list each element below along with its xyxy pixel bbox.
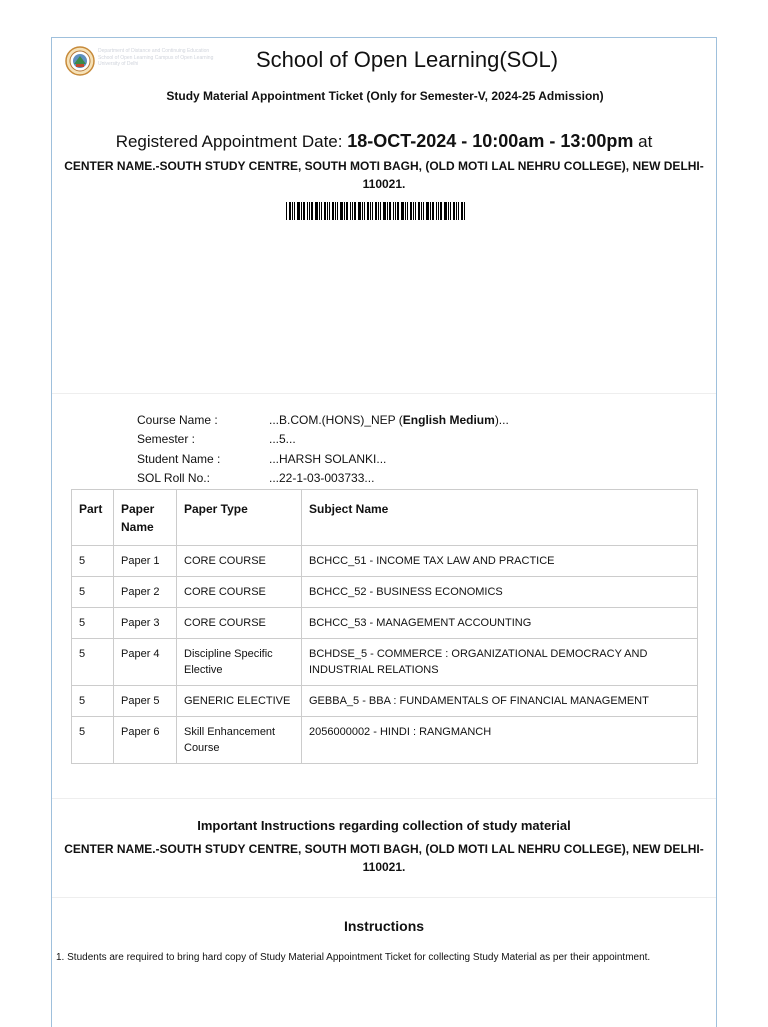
- course-label: Course Name :: [137, 413, 218, 427]
- cell-subject-name: GEBBA_5 - BBA : FUNDAMENTALS OF FINANCIAL MANAGEMENT: [302, 686, 698, 717]
- barcode-bar: [364, 202, 365, 220]
- header-paper-name: Paper Name: [114, 490, 177, 546]
- papers-table: [71, 489, 698, 764]
- barcode-bar: [311, 202, 313, 220]
- course-medium: English Medium: [402, 413, 495, 427]
- divider: [52, 798, 716, 799]
- barcode-bar: [415, 202, 416, 220]
- barcode-bar: [324, 202, 326, 220]
- barcode-bar: [387, 202, 388, 220]
- barcode-bar: [358, 202, 361, 220]
- barcode-bar: [436, 202, 437, 220]
- cell-paper-type: CORE COURSE: [177, 577, 302, 608]
- barcode-bar: [397, 202, 399, 220]
- instruction-item: 1. Students are required to bring hard copy of Study Material Appointment Ticket for collecting Study Material as per their appointment.: [56, 952, 651, 963]
- barcode-bar: [337, 202, 338, 220]
- barcode-bar: [340, 202, 343, 220]
- cell-paper-name: Paper 3: [114, 608, 177, 639]
- barcode: [286, 202, 467, 220]
- roll-label: SOL Roll No.:: [137, 470, 210, 485]
- barcode-bar: [375, 202, 377, 220]
- cell-paper-name: Paper 5: [114, 686, 177, 717]
- student-name-value: ...HARSH SOLANKI...: [269, 451, 387, 466]
- cell-subject-name: BCHCC_51 - INCOME TAX LAW AND PRACTICE: [302, 546, 698, 577]
- cell-part: 5: [72, 639, 114, 686]
- barcode-bar: [458, 202, 459, 220]
- barcode-bar: [286, 202, 287, 220]
- barcode-bar: [440, 202, 442, 220]
- barcode-bar: [309, 202, 310, 220]
- barcode-bar: [410, 202, 412, 220]
- barcode-bar: [303, 202, 305, 220]
- barcode-bar: [307, 202, 308, 220]
- header-part: Part: [72, 490, 114, 546]
- barcode-bar: [432, 202, 434, 220]
- barcode-bar: [423, 202, 424, 220]
- faint-line: School of Open Learning Campus of Open Learning: [98, 54, 214, 61]
- header-paper-type: Paper Type: [177, 490, 302, 546]
- ticket-subtitle: Study Material Appointment Ticket (Only for Semester-V, 2024-25 Admission): [166, 89, 604, 103]
- center-name: CENTER NAME.-SOUTH STUDY CENTRE, SOUTH MOTI BAGH, (OLD MOTI LAL NEHRU COLLEGE), NEW DELHI-110021.: [64, 159, 704, 191]
- divider: [52, 393, 716, 394]
- important-instructions-title: Important Instructions regarding collection of study material: [197, 818, 571, 833]
- barcode-bar: [370, 202, 371, 220]
- barcode-bar: [367, 202, 369, 220]
- cell-paper-type: Discipline Specific Elective: [177, 639, 302, 686]
- faint-line: Department of Distance and Continuing Education: [98, 48, 210, 54]
- semester-value: ...5...: [269, 432, 296, 447]
- barcode-bar: [294, 202, 295, 220]
- cell-paper-type: GENERIC ELECTIVE: [177, 686, 302, 717]
- faint-line: University of Delhi: [98, 61, 139, 67]
- barcode-bar: [362, 202, 363, 220]
- barcode-bar: [426, 202, 429, 220]
- barcode-bar: [395, 202, 396, 220]
- barcode-bar: [401, 202, 404, 220]
- cell-paper-type: CORE COURSE: [177, 546, 302, 577]
- barcode-bar: [319, 202, 320, 220]
- barcode-bar: [438, 202, 439, 220]
- appointment-suffix: at: [638, 132, 653, 151]
- semester-row: [137, 430, 509, 449]
- course-row: [137, 411, 509, 430]
- table-row: [72, 577, 698, 608]
- important-center-name: CENTER NAME.-SOUTH STUDY CENTRE, SOUTH MOTI BAGH, (OLD MOTI LAL NEHRU COLLEGE), NEW DELHI-110021.: [64, 842, 704, 874]
- barcode-bar: [315, 202, 318, 220]
- barcode-bar: [393, 202, 394, 220]
- barcode-bar: [352, 202, 353, 220]
- table-row: [72, 546, 698, 577]
- student-name-row: [137, 450, 509, 469]
- course-name: ...B.COM.(HONS)_NEP (: [269, 413, 403, 427]
- barcode-bar: [430, 202, 431, 220]
- appointment-line: [0, 131, 768, 152]
- barcode-bar: [344, 202, 345, 220]
- cell-subject-name: 2056000002 - HINDI : RANGMANCH: [302, 717, 698, 764]
- cell-part: 5: [72, 686, 114, 717]
- course-suffix: )...: [494, 413, 509, 427]
- table-header-row: [72, 490, 698, 546]
- barcode-bar: [418, 202, 420, 220]
- barcode-bar: [327, 202, 328, 220]
- barcode-bar: [297, 202, 300, 220]
- table-row: [72, 639, 698, 686]
- semester-label: Semester :: [137, 432, 196, 447]
- barcode-bar: [350, 202, 351, 220]
- cell-subject-name: BCHDSE_5 - COMMERCE : ORGANIZATIONAL DEMOCRACY AND INDUSTRIAL RELATIONS: [302, 639, 698, 686]
- cell-subject-name: BCHCC_53 - MANAGEMENT ACCOUNTING: [302, 608, 698, 639]
- barcode-bar: [346, 202, 348, 220]
- roll-value: ...22-1-03-003733...: [269, 470, 375, 485]
- barcode-bar: [421, 202, 422, 220]
- divider: [52, 897, 716, 898]
- barcode-bar: [380, 202, 381, 220]
- header-subject-name: Subject Name: [302, 490, 698, 546]
- roll-row: [137, 469, 509, 488]
- barcode-bar: [407, 202, 408, 220]
- barcode-bar: [329, 202, 330, 220]
- cell-paper-type: CORE COURSE: [177, 608, 302, 639]
- appointment-date: 18-OCT-2024 - 10:00am - 13:00pm: [347, 131, 634, 151]
- cell-subject-name: BCHCC_52 - BUSINESS ECONOMICS: [302, 577, 698, 608]
- barcode-bar: [444, 202, 447, 220]
- student-info: [137, 411, 509, 488]
- barcode-bar: [464, 202, 465, 220]
- cell-paper-name: Paper 4: [114, 639, 177, 686]
- instructions-title: Instructions: [343, 918, 425, 934]
- barcode-bar: [289, 202, 291, 220]
- cell-paper-name: Paper 1: [114, 546, 177, 577]
- barcode-bar: [389, 202, 391, 220]
- cell-paper-name: Paper 6: [114, 717, 177, 764]
- barcode-bar: [405, 202, 406, 220]
- table-row: [72, 608, 698, 639]
- barcode-bar: [332, 202, 334, 220]
- page-title: School of Open Learning(SOL): [255, 47, 559, 72]
- cell-paper-type: Skill Enhancement Course: [177, 717, 302, 764]
- cell-paper-name: Paper 2: [114, 577, 177, 608]
- cell-part: 5: [72, 608, 114, 639]
- barcode-bar: [383, 202, 386, 220]
- course-value: [269, 411, 509, 430]
- barcode-bar: [378, 202, 379, 220]
- barcode-bar: [461, 202, 463, 220]
- barcode-bar: [413, 202, 414, 220]
- table-row: [72, 686, 698, 717]
- barcode-bar: [292, 202, 293, 220]
- barcode-bar: [450, 202, 451, 220]
- table-row: [72, 717, 698, 764]
- barcode-bar: [448, 202, 449, 220]
- cell-part: 5: [72, 577, 114, 608]
- cell-part: 5: [72, 546, 114, 577]
- barcode-bar: [335, 202, 336, 220]
- barcode-bar: [456, 202, 457, 220]
- barcode-bar: [321, 202, 322, 220]
- barcode-bar: [453, 202, 455, 220]
- student-name-label: Student Name :: [137, 451, 221, 466]
- barcode-bar: [354, 202, 356, 220]
- barcode-bar: [372, 202, 373, 220]
- appointment-label: Registered Appointment Date:: [115, 132, 343, 151]
- barcode-bar: [301, 202, 302, 220]
- cell-part: 5: [72, 717, 114, 764]
